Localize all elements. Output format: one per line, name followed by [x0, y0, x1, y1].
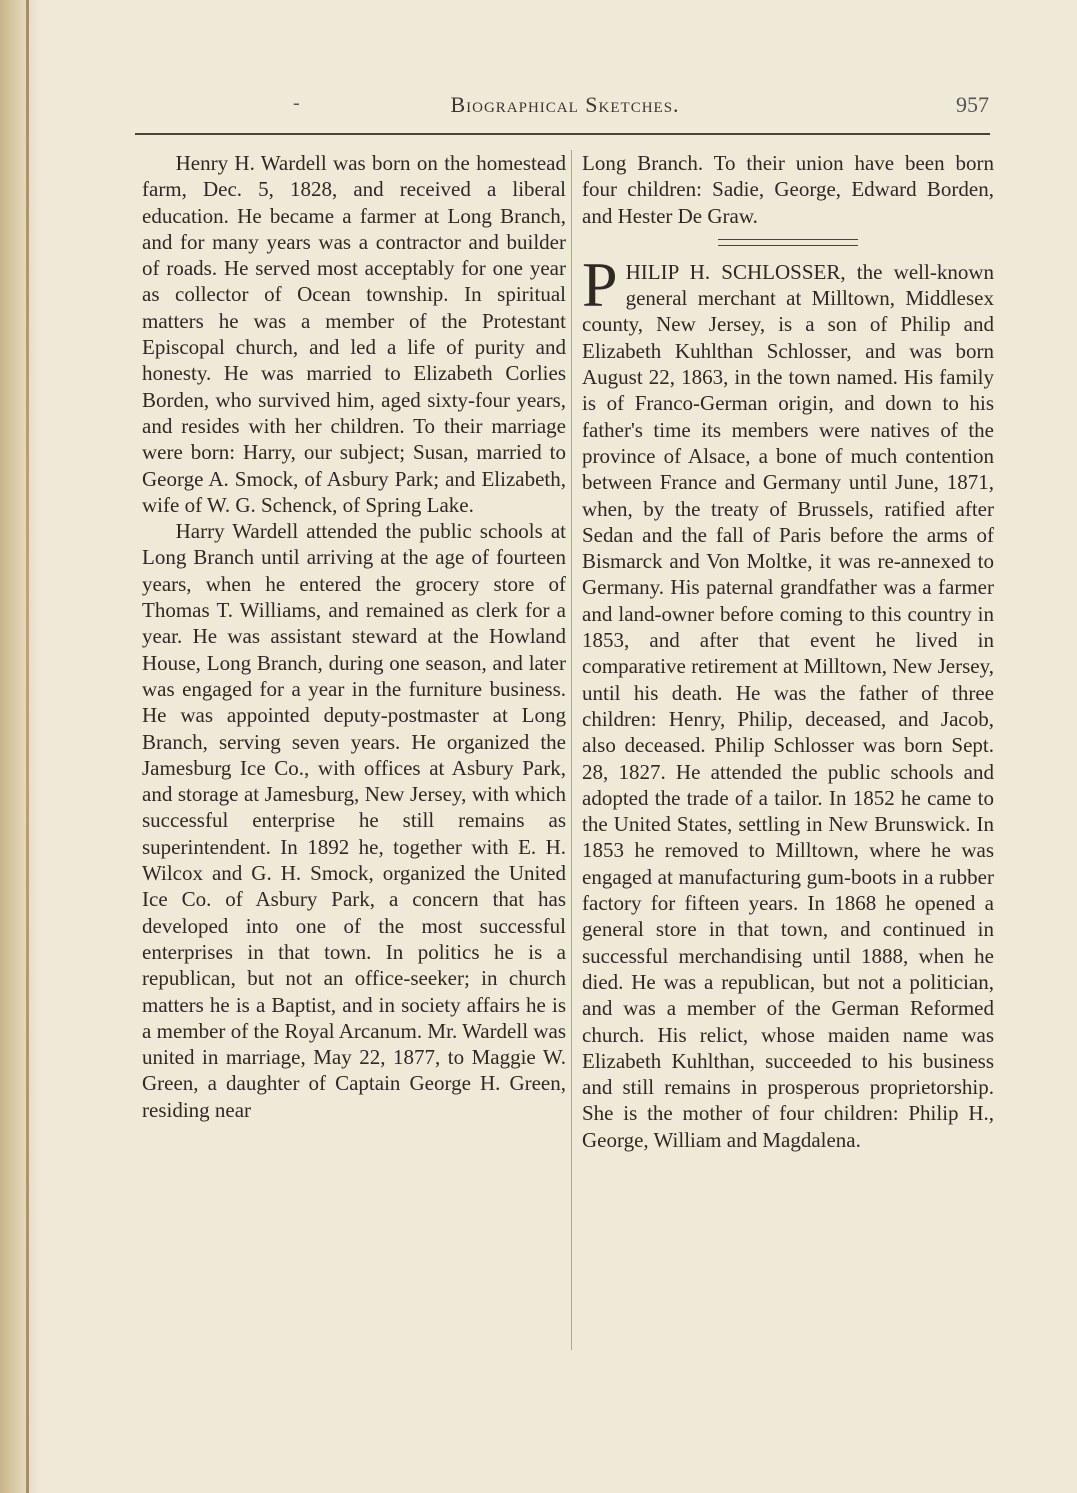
section-separator [718, 239, 858, 246]
right-column [582, 150, 994, 1153]
schlosser-text: HILIP H. SCHLOSSER, the well-known general merchant at Milltown, Middlesex county, New Jersey, is a son of Philip and Elizabeth Kuhlthan Schlosser, and was born August 22, 1863, in the town named. His family is of Franco-German origin, and down to his father's time its members were natives of the province of Alsace, a bone of much contention between France and Germany until June, 1871, when, by the treaty of Brussels, ratified after Sedan and the fall of Paris before the arms of Bismarck and Von Moltke, it was re-annexed to Germany. His paternal grandfather was a farmer and land-owner before coming to this country in 1853, and after that event he lived in comparative retirement at Milltown, New Jersey, until his death. He was the father of three children: Henry, Philip, deceased, and Jacob, also deceased. Philip Schlosser was born Sept. 28, 1827. He attended the public schools and adopted the trade of a tailor. In 1852 he came to the United States, settling in New Brunswick. In 1853 he removed to Milltown, where he was engaged at manufacturing gum-boots in a rubber factory for fifteen years. In 1868 he opened a general store in that town, and continued in successful merchandising until 1888, when he died. He was a republican, but not a politician, and was a member of the German Reformed church. His relict, whose maiden name was Elizabeth Kuhlthan, succeeded to his business and still remains in prosperous proprietorship. She is the mother of four children: Philip H., George, William and Magdalena. [582, 259, 994, 1152]
book-spine-shadow [0, 0, 40, 1493]
wardell-paragraph-2: Harry Wardell attended the public schools at Long Branch until arriving at the age of fourteen years, when he entered the grocery store of Thomas T. Williams, and remained as clerk for a year. He was assistant steward at the Howland House, Long Branch, during one season, and later was engaged for a year in the furniture business. He was appointed deputy-postmaster at Long Branch, serving seven years. He organized the Jamesburg Ice Co., with offices at Asbury Park, and storage at Jamesburg, New Jersey, with which successful enterprise he still remains as superintendent. In 1892 he, together with E. H. Wilcox and G. H. Smock, organized the United Ice Co. of Asbury Park, a concern that has developed into one of the most successful enterprises in that town. In politics he is a republican, but not an office-seeker; in church matters he is a Baptist, and in society affairs he is a member of the Royal Arcanum. Mr. Wardell was united in marriage, May 22, 1877, to Maggie W. Green, a daughter of Captain George H. Green, residing near [142, 519, 566, 1122]
wardell-continuation: Long Branch. To their union have been born four children: Sadie, George, Edward Borden, and Hester De Graw. [582, 151, 994, 228]
binding-edge [26, 0, 29, 1493]
left-column [142, 150, 566, 1123]
page-number: 957 [956, 92, 989, 117]
running-header [135, 92, 995, 126]
header-rule [135, 133, 990, 135]
wardell-paragraph-1: Henry H. Wardell was born on the homestead farm, Dec. 5, 1828, and received a liberal education. He became a farmer at Long Branch, and for many years was a contractor and builder of roads. He served most acceptably for one year as collector of Ocean township. In spiritual matters he was a member of the Protestant Episcopal church, and led a life of purity and honesty. He was married to Elizabeth Corlies Borden, who survived him, aged sixty-four years, and resides with her children. To their marriage were born: Harry, our subject; Susan, married to George A. Smock, of Asbury Park; and Elizabeth, wife of W. G. Schenck, of Spring Lake. [142, 151, 566, 517]
header-dash: - [293, 92, 300, 114]
drop-cap: P [582, 248, 618, 320]
schlosser-paragraph [582, 248, 994, 1153]
column-divider [571, 150, 572, 1350]
running-title: Biographical Sketches. [450, 92, 680, 117]
